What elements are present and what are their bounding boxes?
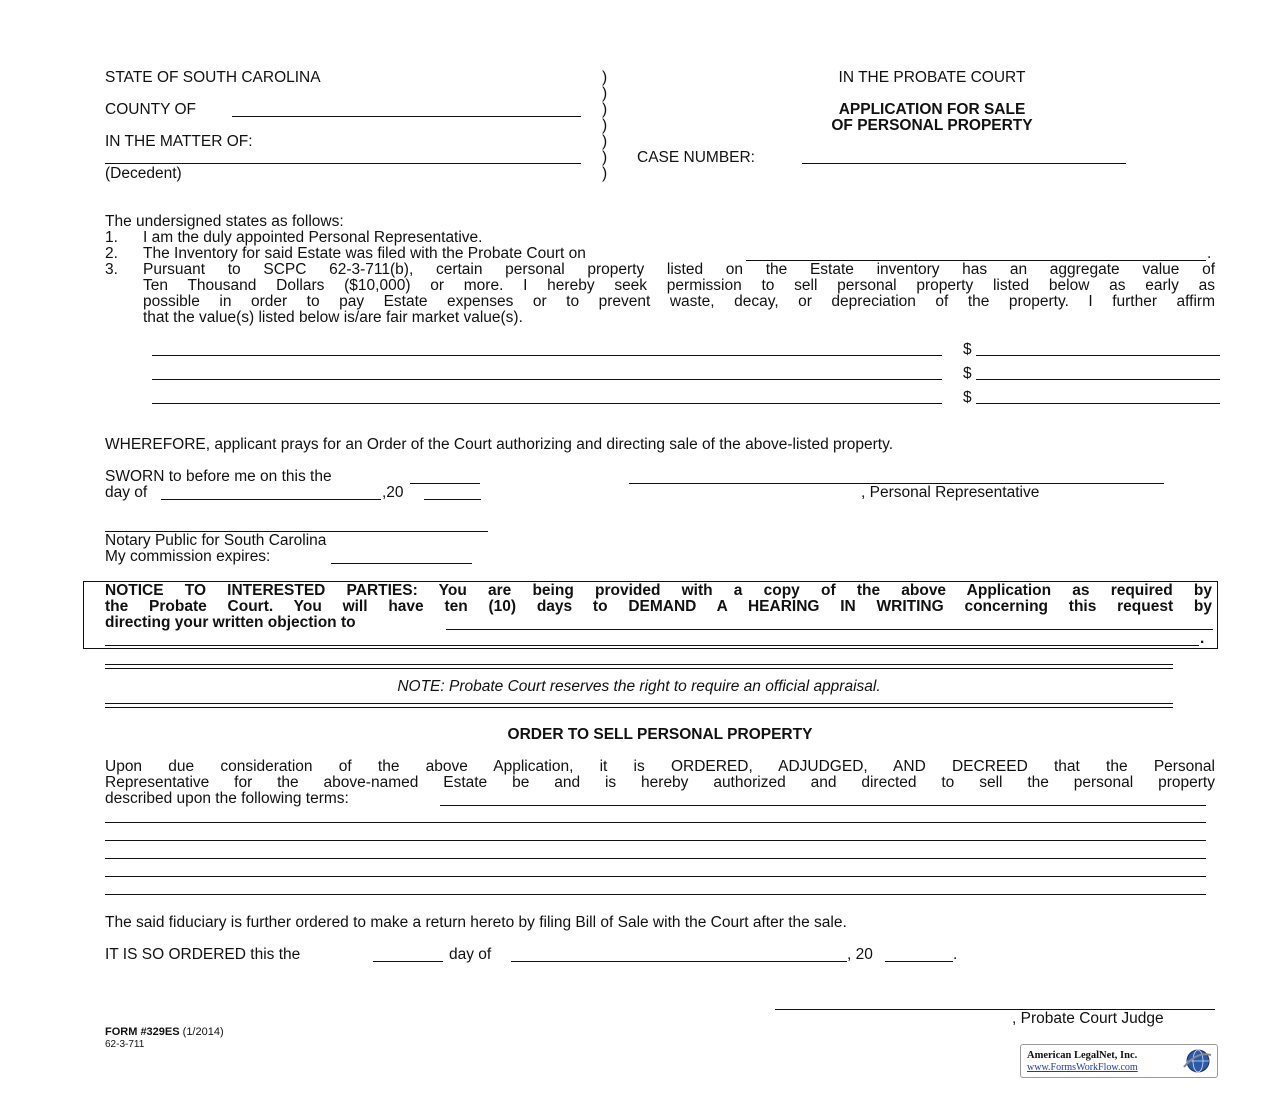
sworn-month-field[interactable]: [161, 499, 381, 500]
commission-label: My commission expires:: [105, 548, 271, 565]
terms-label: described upon the following terms:: [105, 790, 349, 807]
order-month-field[interactable]: [511, 961, 847, 962]
item-3-line: that the value(s) listed below is/are fair market value(s).: [143, 309, 523, 326]
representative-label: , Personal Representative: [861, 484, 1040, 501]
item-number: 2.: [105, 245, 118, 262]
publisher-logo[interactable]: [1020, 1044, 1218, 1078]
dollar-sign: $: [963, 389, 972, 406]
wherefore-text: WHEREFORE, applicant prays for an Order of the Court authorizing and directing sale of the above-listed property.: [105, 436, 894, 453]
so-ordered-year-text: , 20: [847, 946, 873, 963]
form-number-code: FORM #329ES: [105, 1026, 180, 1038]
statute-reference: 62-3-711: [105, 1039, 145, 1050]
notice-line-1: [105, 583, 1212, 599]
form-title-line1: APPLICATION FOR SALE: [838, 101, 1026, 118]
notice-line-3: directing your written objection to: [105, 614, 356, 631]
objection-address-field[interactable]: [105, 645, 1199, 646]
caption-paren: ): [602, 85, 608, 102]
double-rule: [105, 664, 1173, 669]
period: .: [1200, 630, 1205, 647]
matter-label: IN THE MATTER OF:: [105, 133, 253, 150]
order-body-line: Representative for the above-named Estate be and is hereby authorized and directed to sell the personal property: [105, 774, 1215, 791]
property-description-field[interactable]: [152, 403, 942, 404]
property-value-field[interactable]: [976, 355, 1220, 356]
county-label: COUNTY OF: [105, 101, 196, 118]
caption-paren: ): [602, 117, 608, 134]
notice-line-1-text: You are being provided with a copy of the above Application as required by: [438, 582, 1212, 599]
notice-line-2: the Probate Court. You will have ten (10) days to DEMAND A HEARING IN WRITING concerning this request by: [105, 598, 1212, 615]
county-field[interactable]: [232, 116, 581, 117]
item-3-line: Ten Thousand Dollars ($10,000) or more. I hereby seek permission to sell personal property listed below as early as: [143, 277, 1215, 294]
decedent-label: (Decedent): [105, 165, 182, 182]
item-number: 1.: [105, 229, 118, 246]
case-number-label: CASE NUMBER:: [637, 149, 755, 166]
form-title-line2: OF PERSONAL PROPERTY: [831, 117, 1033, 134]
so-ordered-day-of: day of: [449, 946, 492, 963]
case-number-field[interactable]: [802, 163, 1126, 164]
dollar-sign: $: [963, 365, 972, 382]
item-number: 3.: [105, 261, 118, 278]
property-value-field[interactable]: [976, 379, 1220, 380]
period: .: [953, 946, 958, 963]
notice-text: [105, 583, 1212, 615]
item-2-text: The Inventory for said Estate was filed with the Probate Court on: [143, 245, 586, 262]
caption-paren: ): [602, 69, 608, 86]
court-label: IN THE PROBATE COURT: [838, 69, 1026, 86]
commission-expiry-field[interactable]: [331, 563, 472, 564]
logo-url[interactable]: www.FormsWorkFlow.com: [1027, 1062, 1138, 1073]
dollar-sign: $: [963, 341, 972, 358]
order-body: [105, 759, 1215, 791]
terms-field[interactable]: [105, 894, 1206, 895]
globe-icon: [1181, 1047, 1213, 1074]
sworn-year-text: ,20: [382, 484, 404, 501]
state-label: STATE OF SOUTH CAROLINA: [105, 69, 321, 86]
caption-paren: ): [602, 165, 608, 182]
sworn-year-field[interactable]: [424, 499, 481, 500]
judge-label: , Probate Court Judge: [1012, 1010, 1164, 1027]
objection-recipient-field[interactable]: [446, 629, 1213, 630]
property-description-field[interactable]: [152, 379, 942, 380]
item-3-line: possible in order to pay Estate expenses or to prevent waste, decay, or depreciation of the property. I further affirm: [143, 293, 1215, 310]
item-3-text: [143, 262, 1215, 326]
appraisal-note: NOTE: Probate Court reserves the right to require an official appraisal.: [397, 678, 881, 695]
double-rule: [105, 703, 1173, 708]
property-description-field[interactable]: [152, 355, 942, 356]
so-ordered-text: IT IS SO ORDERED this the: [105, 946, 301, 963]
logo-name: American LegalNet, Inc.: [1027, 1050, 1138, 1061]
period: .: [1207, 245, 1212, 262]
caption-paren: ): [602, 149, 608, 166]
sworn-day-field[interactable]: [410, 483, 480, 484]
order-year-field[interactable]: [885, 961, 953, 962]
order-title: ORDER TO SELL PERSONAL PROPERTY: [507, 726, 813, 743]
terms-field[interactable]: [105, 858, 1206, 859]
property-value-field[interactable]: [976, 403, 1220, 404]
intro-text: The undersigned states as follows:: [105, 213, 344, 230]
caption-paren: ): [602, 133, 608, 150]
terms-field[interactable]: [105, 876, 1206, 877]
fiduciary-text: The said fiduciary is further ordered to make a return hereto by filing Bill of Sale with the Court after the sale.: [105, 914, 847, 931]
decedent-name-field[interactable]: [105, 163, 581, 164]
notice-label: NOTICE TO INTERESTED PARTIES:: [105, 582, 418, 599]
sworn-text: SWORN to before me on this the: [105, 468, 332, 485]
notary-label: Notary Public for South Carolina: [105, 532, 327, 549]
item-3-line: Pursuant to SCPC 62-3-711(b), certain personal property listed on the Estate inventory has an aggregate value of: [143, 261, 1215, 278]
order-body-line: Upon due consideration of the above Application, it is ORDERED, ADJUDGED, AND DECREED that the Personal: [105, 758, 1215, 775]
terms-field[interactable]: [440, 805, 1206, 806]
item-1-text: I am the duly appointed Personal Representative.: [143, 229, 483, 246]
terms-field[interactable]: [105, 840, 1206, 841]
sworn-day-of-text: day of: [105, 484, 148, 501]
order-day-field[interactable]: [373, 961, 443, 962]
terms-field[interactable]: [105, 822, 1206, 823]
form-date: (1/2014): [182, 1026, 224, 1038]
caption-paren: ): [602, 101, 608, 118]
form-number: [105, 1026, 224, 1038]
